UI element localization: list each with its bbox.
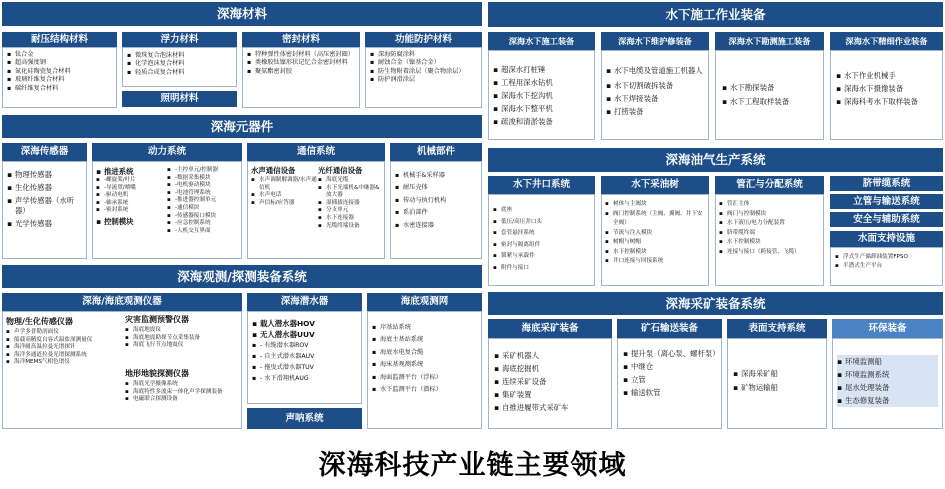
list-item: ▪ 超高强度钢 <box>7 59 112 67</box>
list-item: ▪ 工程用深水钻机 <box>493 76 590 89</box>
oilgas-group-5-title: 立管与输送系统 <box>830 194 943 209</box>
mining-group-1-list <box>494 349 606 414</box>
list-item: ▪ 水下工程取样装备 <box>722 95 817 109</box>
obs-sub1-title: 物理/生化传感仪器 <box>6 317 73 326</box>
materials-group-4-list <box>247 51 355 76</box>
list-item: ▪ - 自主式潜水器AUV <box>252 351 357 362</box>
list-item: ▪ 水下作业机械手 <box>836 69 937 82</box>
list-item: ▪ -螺旋桨/叶片 <box>96 177 168 185</box>
components-group-3-title: 通信系统 <box>247 143 385 161</box>
list-item: ▪ 海底主基站系统 <box>372 336 477 344</box>
list-item: ▪ 井口连接与回接系统 <box>605 257 705 267</box>
comm-sub1-title: 水声通信设备 <box>251 166 296 175</box>
materials-group-2-title: 浮力材料 <box>122 32 237 47</box>
list-item: ▪ 海底挖掘机 <box>494 362 606 375</box>
underwater-group-3-list <box>722 81 817 109</box>
list-item: ▪ 生化传感器 <box>7 183 82 193</box>
oilgas-group-2-list <box>605 200 705 267</box>
list-item: ▪ 海底地震仪 <box>125 327 241 335</box>
list-item: ▪ 打捞装备 <box>606 105 704 118</box>
list-item: ▪ - 水下滑翔机AUG <box>252 373 357 384</box>
list-item: ▪ 水下液压/电力分配装置 <box>719 219 820 229</box>
list-item: ▪ 电磁联合探测设备 <box>125 396 241 404</box>
list-item: ▪ 水下焊接装备 <box>606 92 704 105</box>
list-item: ▪ 半潜式生产平台 <box>835 262 938 271</box>
observation-group-2-list <box>252 318 357 384</box>
mining-group-2-title: 矿石输送装备 <box>617 319 722 338</box>
list-item: ▪ 深海科考水下取样装备 <box>836 95 937 108</box>
list-item: ▪ 低压/高压井口头 <box>493 217 590 229</box>
underwater-banner: 水下施工作业装备 <box>488 2 943 27</box>
underwater-group-2-list <box>606 65 704 118</box>
list-item: ▪ 矿物运输船 <box>733 381 821 395</box>
page-caption: 深海科技产业链主要领域 <box>318 450 627 481</box>
list-item: ▪ 连接与接口（跨接管、飞缆） <box>719 248 820 258</box>
oilgas-group-1-box <box>488 194 595 286</box>
list-item: ▪ 浮式生产储卸油装置FPSO <box>835 253 938 262</box>
list-item: ▪ 尾水处理装备 <box>837 381 938 394</box>
sonar-system-title: 声呐系统 <box>247 408 362 429</box>
mining-group-2-list <box>623 347 720 399</box>
oilgas-group-4-title: 脐带缆系统 <box>830 176 943 191</box>
underwater-group-4-box <box>830 50 943 140</box>
list-item: ▪ 阀门与控制模块 <box>719 210 820 220</box>
list-item: ▪ 集矿装置 <box>494 388 606 401</box>
list-item: ▪ 密封与隔离组件 <box>493 240 590 252</box>
list-item: ▪ 水下监测平台（潜标） <box>372 386 477 394</box>
components-group-2-title: 动力系统 <box>92 143 242 161</box>
oilgas-group-2-box <box>601 194 709 286</box>
list-item: ▪ 脐带缆终端 <box>719 229 820 239</box>
components-group-2-col1 <box>96 167 168 227</box>
mining-group-4-list <box>837 355 938 407</box>
list-item: ▪ 水声调制解调器/水声通信机 <box>251 177 317 192</box>
underwater-group-4-list <box>836 69 937 108</box>
mining-group-2-box <box>617 338 722 429</box>
list-item: ▪ 水下控制模块 <box>719 238 820 248</box>
list-item: ▪ 推进系统 <box>96 167 168 177</box>
list-item: ▪ 声学传感器（水听器） <box>7 196 82 216</box>
underwater-group-2-box <box>601 50 709 140</box>
mining-group-3-title: 表面支持系统 <box>727 319 827 338</box>
obs-sub2-list <box>125 327 241 350</box>
oilgas-group-7-list <box>835 253 938 271</box>
materials-group-1-list <box>7 51 112 93</box>
list-item: ▪ 套管悬挂系统 <box>493 228 590 240</box>
list-item: ▪ 类橡胶钛镍形状记忆合金密封材料 <box>247 59 355 67</box>
list-item: ▪ -数据采集模块 <box>167 175 241 183</box>
list-item: ▪ - 有缆潜水器ROV <box>252 340 357 351</box>
list-item: ▪ 载人潜水器HOV <box>252 318 357 329</box>
oilgas-group-3-box <box>715 194 824 286</box>
list-item: ▪ 防生物附着涂层（聚合物涂层） <box>370 68 477 76</box>
list-item: ▪ 超深水打桩锤 <box>493 63 590 76</box>
list-item: ▪ 化学泡沫复合材料 <box>127 60 232 68</box>
list-item: ▪ 船载高精度自容式温盐深测量仪 <box>6 337 121 345</box>
list-item: ▪ 轻质合成复合材料 <box>127 69 232 77</box>
list-item: ▪ 海床基观测系统 <box>372 361 477 369</box>
oilgas-group-6-title: 安全与辅助系统 <box>830 212 943 227</box>
list-item: ▪ -通信模块 <box>167 205 241 213</box>
materials-group-2-list <box>127 52 232 77</box>
components-group-4-list <box>395 172 477 230</box>
components-group-4-box <box>390 161 482 259</box>
list-item: ▪ 氮化硅陶瓷复合材料 <box>7 68 112 76</box>
list-item: ▪ 湿插拔连接器 <box>318 200 384 208</box>
underwater-group-1-box <box>488 50 595 140</box>
list-item: ▪ 生态修复装备 <box>837 394 938 407</box>
list-item: ▪ 声学多普勒剖面仪 <box>6 329 121 337</box>
observation-group-1-title: 深海/海底观测仪器 <box>2 293 242 311</box>
oilgas-group-7-box <box>830 247 943 286</box>
list-item: ▪ 声信标/应答器 <box>251 200 317 208</box>
oilgas-group-1-title: 水下井口系统 <box>488 176 595 194</box>
list-item: ▪ 底座 <box>493 205 590 217</box>
list-item: ▪ 玻璃纤维复合材料 <box>7 76 112 84</box>
list-item: ▪ 水密连接器 <box>395 222 477 230</box>
list-item: ▪ 水声电话 <box>251 192 317 200</box>
underwater-group-1-list <box>493 63 590 128</box>
list-item: ▪ -应急控制系统 <box>167 220 241 228</box>
oilgas-group-2-title: 水下采油树 <box>601 176 709 194</box>
underwater-group-4-title: 深海水下精细作业装备 <box>830 32 943 50</box>
list-item: ▪ 树帽与树帽 <box>605 238 705 248</box>
comm-sub2-title: 光纤通信设备 <box>318 166 363 175</box>
list-item: ▪ -驱动电机 <box>96 192 168 200</box>
oilgas-banner: 深海油气生产系统 <box>488 148 943 172</box>
list-item: ▪ 疏浚和清淤装备 <box>493 115 590 128</box>
comm-sub1-list <box>251 177 317 207</box>
components-group-4-title: 机械部件 <box>390 143 482 161</box>
list-item: ▪ 海洋多通道拉曼光谱探测系统 <box>6 352 121 360</box>
underwater-group-1-title: 深海水下施工装备 <box>488 32 595 50</box>
materials-group-2-box <box>122 47 237 87</box>
list-item: ▪ 海洋MEMS气相色谱仪 <box>6 359 121 367</box>
list-item: ▪ 自推进履带式采矿车 <box>494 401 606 414</box>
mining-group-3-list <box>733 367 821 395</box>
list-item: ▪ 海底光缆 <box>318 177 384 185</box>
list-item: ▪ 水下控制模块 <box>605 248 705 258</box>
list-item: ▪ 系泊部件 <box>395 209 477 217</box>
list-item: ▪ 机械手&采样器 <box>395 172 477 180</box>
list-item: ▪ 分支单元 <box>318 207 384 215</box>
list-item: ▪ -主控单元/控制器 <box>167 167 241 175</box>
obs-sub3-list <box>125 381 241 404</box>
list-item: ▪ 深海水下整平机 <box>493 102 590 115</box>
list-item: ▪ 水下连接器 <box>318 215 384 223</box>
list-item: ▪ 海洋耐高温拉曼光谱探针 <box>6 344 121 352</box>
mining-group-4-title: 环保装备 <box>832 319 943 338</box>
list-item: ▪ 聚氨酯密封胶 <box>247 68 355 76</box>
list-item: ▪ 输送软管 <box>623 386 716 399</box>
list-item: ▪ 采矿机器人 <box>494 349 606 362</box>
list-item: ▪ 海底光学摄像系统 <box>125 381 241 389</box>
underwater-group-3-title: 深海水下勘测施工装备 <box>715 32 824 50</box>
obs-sub1-list <box>6 329 121 367</box>
comm-sub2-list <box>318 177 384 230</box>
observation-group-3-title: 海底观测网 <box>367 293 482 311</box>
list-item: ▪ 海面监测平台（浮标） <box>372 374 477 382</box>
list-item: ▪ 海底飞行节点地震仪 <box>125 342 241 350</box>
list-item: ▪ -导流罩/喷嘴 <box>96 185 168 193</box>
materials-group-4-box <box>242 47 360 108</box>
observation-group-3-box <box>367 311 482 429</box>
components-group-1-box <box>2 161 87 259</box>
list-item: ▪ -人机交互界面 <box>167 228 241 236</box>
mining-group-4-box <box>832 338 943 429</box>
list-item: ▪ 微珠复合泡沫材料 <box>127 52 232 60</box>
observation-group-2-box <box>247 311 362 404</box>
components-group-2-col2 <box>167 167 241 235</box>
list-item: ▪ 深海防腐涂料 <box>370 51 477 59</box>
materials-group-1-box <box>2 47 117 108</box>
list-item: ▪ 耐压壳体 <box>395 184 477 192</box>
list-item: ▪ 水下光端机&中继器&放大器 <box>318 185 384 200</box>
underwater-group-3-box <box>715 50 824 140</box>
mining-group-1-box <box>488 338 612 429</box>
components-group-1-list <box>7 170 82 229</box>
list-item: ▪ 节流与注入模块 <box>605 229 705 239</box>
components-banner: 深海元器件 <box>2 115 482 138</box>
list-item: ▪ 海底特性多波束一体化声学探测装备 <box>125 389 241 397</box>
list-item: ▪ 阀门控制系统（主阀、翼阀、井下安全阀） <box>605 210 705 229</box>
list-item: ▪ 锁紧与承载件 <box>493 251 590 263</box>
materials-group-5-title: 功能防护材料 <box>365 32 482 47</box>
list-item: ▪ 深海水下挖沟机 <box>493 89 590 102</box>
list-item: ▪ 传动与执行机构 <box>395 197 477 205</box>
list-item: ▪ 海底地震勘探节点采集装备 <box>125 335 241 343</box>
list-item: ▪ 连续采矿设备 <box>494 375 606 388</box>
list-item: ▪ -轴承系统 <box>96 200 168 208</box>
mining-banner: 深海采矿装备系统 <box>488 292 943 315</box>
list-item: ▪ 管汇主体 <box>719 200 820 210</box>
list-item: ▪ 水下切割破拆装备 <box>606 79 704 92</box>
list-item: ▪ 耐蚀合金（镍基合金） <box>370 59 477 67</box>
list-item: ▪ 防护润滑涂层 <box>370 76 477 84</box>
materials-group-1-title: 耐压结构材料 <box>2 32 117 47</box>
materials-group-5-box <box>365 47 482 108</box>
list-item: ▪ -推进器控制单元 <box>167 197 241 205</box>
list-item: ▪ 海底水电复合缆 <box>372 349 477 357</box>
list-item: ▪ 树体与主阀块 <box>605 200 705 210</box>
underwater-group-2-title: 深海水下维护修装备 <box>601 32 709 50</box>
list-item: ▪ 立管 <box>623 373 716 386</box>
list-item: ▪ 控制模块 <box>96 217 168 227</box>
list-item: ▪ 附件与接口 <box>493 263 590 275</box>
list-item: ▪ 物理传感器 <box>7 170 82 180</box>
list-item: ▪ 钛合金 <box>7 51 112 59</box>
list-item: ▪ 无人潜水器UUV <box>252 329 357 340</box>
materials-group-5-list <box>370 51 477 85</box>
list-item: ▪ 深海水下摄像装备 <box>836 82 937 95</box>
materials-banner: 深海材料 <box>2 2 482 26</box>
observation-group-3-list <box>372 324 477 394</box>
oilgas-group-3-list <box>719 200 820 257</box>
materials-group-4-title: 密封材料 <box>242 32 360 47</box>
list-item: ▪ 中继仓 <box>623 360 716 373</box>
list-item: ▪ -传感器接口模块 <box>167 213 241 221</box>
oilgas-group-1-list <box>493 205 590 274</box>
list-item: ▪ 水下勘探装备 <box>722 81 817 95</box>
oilgas-group-7-title: 水面支持设施 <box>830 231 943 247</box>
materials-group-3-title: 照明材料 <box>122 91 237 107</box>
observation-group-2-title: 深海潜水器 <box>247 293 362 311</box>
components-group-3-box <box>247 161 385 259</box>
list-item: ▪ -密封系统 <box>96 207 168 215</box>
list-item: ▪ 光学传感器 <box>7 219 82 229</box>
obs-sub3-title: 地形地貌探测仪器 <box>125 369 189 378</box>
observation-group-1-box <box>2 311 242 429</box>
list-item: ▪ 深海采矿船 <box>733 367 821 381</box>
obs-sub2-title: 灾害监测预警仪器 <box>125 315 189 324</box>
list-item: ▪ - 拖曳式潜水器TUV <box>252 362 357 373</box>
list-item: ▪ 岸基站系统 <box>372 324 477 332</box>
list-item: ▪ -电机驱动模块 <box>167 182 241 190</box>
list-item: ▪ 环境监测船 <box>837 355 938 368</box>
mining-group-1-title: 海底采矿装备 <box>488 319 612 338</box>
list-item: ▪ 碳纤维复合材料 <box>7 85 112 93</box>
observation-banner: 深海观测/探测装备系统 <box>2 265 482 288</box>
oilgas-group-3-title: 管汇与分配系统 <box>715 176 824 194</box>
mining-group-3-box <box>727 338 827 429</box>
components-group-2-box <box>92 161 242 259</box>
list-item: ▪ 光缆终端设备 <box>318 223 384 231</box>
list-item: ▪ 特种弹性体密封材料（高压密封圈） <box>247 51 355 59</box>
list-item: ▪ -电池管理系统 <box>167 190 241 198</box>
list-item: ▪ 环境监测系统 <box>837 368 938 381</box>
components-group-1-title: 深海传感器 <box>2 143 87 161</box>
list-item: ▪ 水下电缆及管道施工机器人 <box>606 65 704 77</box>
list-item: ▪ 提升泵（离心泵、螺杆泵） <box>623 347 716 360</box>
